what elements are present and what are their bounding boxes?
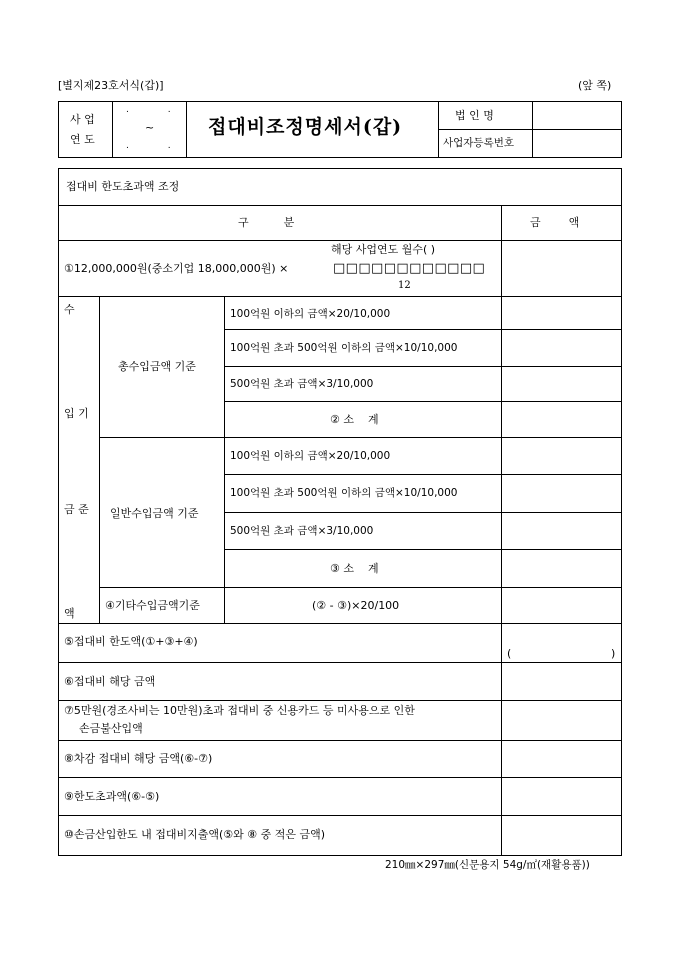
row5-amount-open[interactable]: (	[507, 647, 512, 660]
form-title: 접대비조정명세서(갑)	[208, 116, 403, 138]
paper-spec-footer: 210㎜×297㎜(신문용지 54g/㎡(재활용품))	[385, 859, 590, 871]
page-side-label: (앞 쪽)	[578, 79, 612, 92]
general-revenue-row-2: 100억원 초과 500억원 이하의 금액×10/10,000	[230, 487, 458, 499]
business-registration-label: 사업자등록번호	[443, 137, 515, 149]
business-year-label-1: 사 업	[70, 113, 95, 126]
row6-entertainment-amount: ⑥접대비 해당 금액	[64, 675, 156, 688]
form-number: [별지제23호서식(갑)]	[58, 79, 164, 92]
period-start-dots: . .	[126, 105, 189, 115]
period-tilde: ~	[145, 121, 155, 134]
general-revenue-subtotal: ③ 소 계	[330, 562, 379, 575]
row7-non-card-excess: ⑦5만원(경조사비는 10만원)초과 접대비 중 신용카드 등 미사용으로 인한	[64, 704, 415, 717]
general-revenue-row-1: 100억원 이하의 금액×20/10,000	[230, 450, 391, 462]
category-header: 구 분	[238, 216, 295, 229]
row1-months-label: 해당 사업연도 월수( )	[331, 243, 436, 256]
row1-base-amount: ①12,000,000원(중소기업 18,000,000원) ×	[64, 262, 289, 275]
section-title: 접대비 한도초과액 조정	[66, 180, 180, 193]
period-end-dots: . .	[126, 141, 189, 151]
total-revenue-row-1: 100억원 이하의 금액×20/10,000	[230, 308, 391, 320]
general-revenue-row-3: 500억원 초과 금액×3/10,000	[230, 525, 374, 537]
row1-denominator: 12	[398, 280, 411, 291]
business-year-label-2: 연 도	[70, 133, 95, 146]
row1-month-boxes[interactable]: □□□□□□□□□□□□	[333, 261, 486, 276]
amount-header: 금 액	[530, 216, 580, 229]
total-revenue-basis-label: 총수입금액 기준	[118, 360, 196, 373]
other-revenue-basis-label: ④기타수입금액기준	[105, 599, 200, 612]
row9-limit-excess: ⑨한도초과액(⑥-⑤)	[64, 790, 160, 803]
row10-deductible-expense: ⑩손금산입한도 내 접대비지출액(⑤와 ⑧ 중 적은 금액)	[64, 828, 326, 841]
total-revenue-row-3: 500억원 초과 금액×3/10,000	[230, 378, 374, 390]
vertical-label-ipgi: 입 기	[64, 407, 89, 420]
vertical-label-su: 수	[64, 303, 75, 316]
corporation-name-label: 법 인 명	[455, 109, 494, 122]
general-revenue-basis-label: 일반수입금액 기준	[110, 507, 199, 520]
row8-net-entertainment: ⑧차감 접대비 해당 금액(⑥-⑦)	[64, 752, 213, 765]
row7-non-card-excess-line2: 손금불산입액	[79, 722, 143, 735]
vertical-label-geumjun: 금 준	[64, 503, 89, 516]
total-revenue-row-2: 100억원 초과 500억원 이하의 금액×10/10,000	[230, 342, 458, 354]
row5-amount-close: )	[611, 647, 616, 660]
total-revenue-subtotal: ② 소 계	[330, 413, 379, 426]
row5-entertainment-limit: ⑤접대비 한도액(①+③+④)	[64, 635, 198, 648]
vertical-label-aek: 액	[64, 607, 75, 620]
other-revenue-formula: (② - ③)×20/100	[312, 599, 400, 612]
